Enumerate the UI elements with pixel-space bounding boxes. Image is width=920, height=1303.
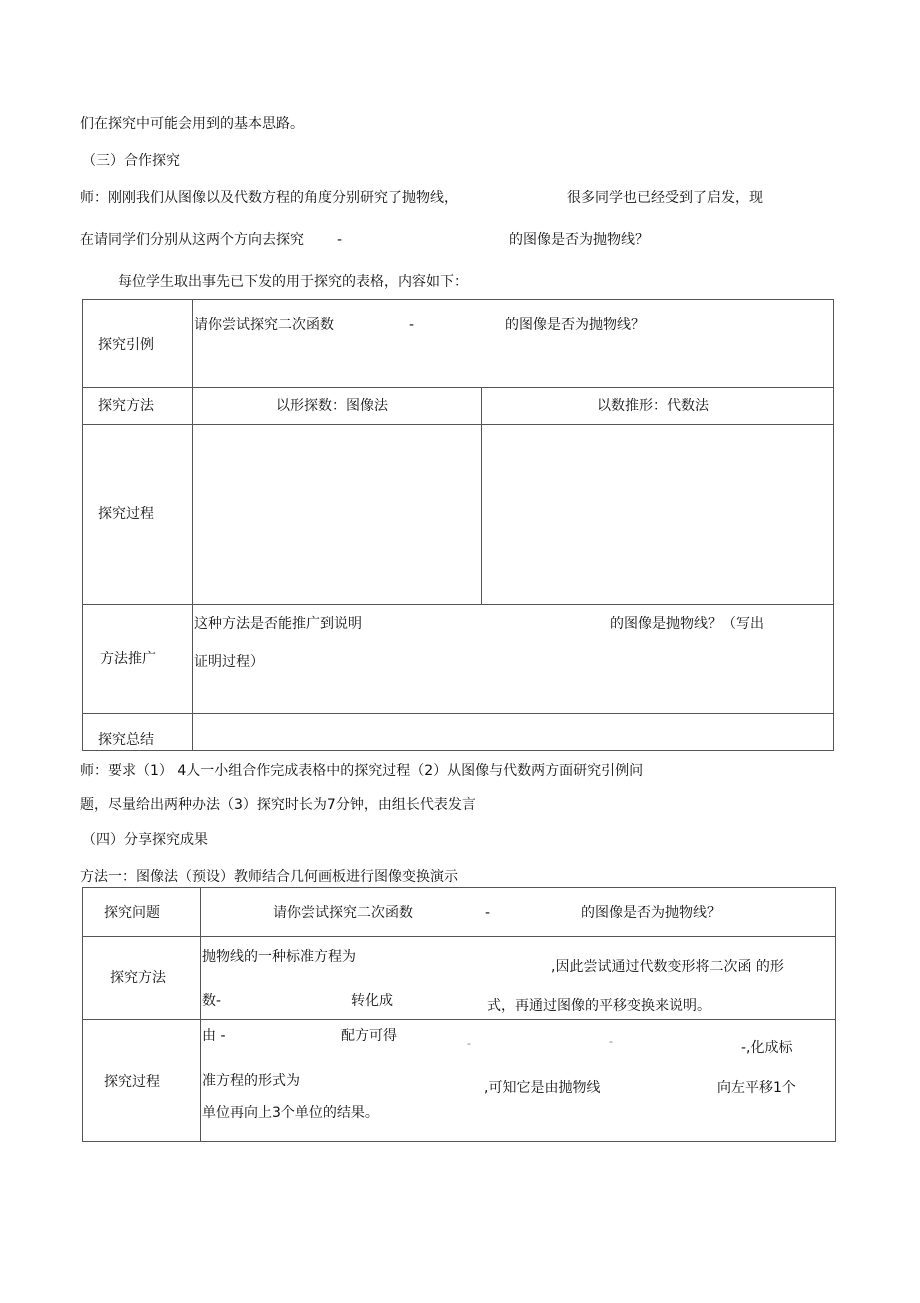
row-label: 探究问题 xyxy=(104,905,160,921)
formula-dash: - xyxy=(337,232,343,248)
cell-text: 单位再向上3个单位的结果。 xyxy=(202,1105,379,1121)
cell-text: -,化成标 xyxy=(741,1040,793,1056)
cell-text: 准方程的形式为 xyxy=(202,1073,300,1089)
cell-text: 数- xyxy=(202,993,222,1009)
table-divider xyxy=(82,713,834,714)
section-heading: （三）合作探究 xyxy=(82,153,180,169)
cell-text: 向左平移1个 xyxy=(717,1080,796,1096)
column-header: 以形探数：图像法 xyxy=(276,398,388,414)
table-divider xyxy=(200,887,201,1142)
row-label: 探究引例 xyxy=(98,337,154,353)
cell-text: 的图像是抛物线？（写出 xyxy=(610,616,764,632)
cell-text: 的图像是否为抛物线？ xyxy=(505,317,645,333)
row-label: 方法推广 xyxy=(100,651,156,667)
method-table xyxy=(82,887,836,1142)
cell-text: 配方可得 xyxy=(341,1028,397,1044)
exploration-table xyxy=(82,299,834,751)
cell-text: 请你尝试探究二次函数 xyxy=(194,317,334,333)
cell-text: 请你尝试探究二次函数 xyxy=(273,905,413,921)
intro-line: 每位学生取出事先已下发的用于探究的表格，内容如下： xyxy=(118,274,468,290)
cell-text: 抛物线的一种标准方程为 xyxy=(202,949,356,965)
intro-line: 在请同学们分别从这两个方向去探究 xyxy=(80,232,304,248)
cell-text: 的图像是否为抛物线？ xyxy=(581,905,721,921)
table-divider xyxy=(82,936,836,937)
teacher-line: 题，尽量给出两种办法（3）探究时长为7分钟，由组长代表发言 xyxy=(80,797,476,813)
teacher-line: 师：刚刚我们从图像以及代数方程的角度分别研究了抛物线， xyxy=(80,190,458,206)
teacher-line-cont: 很多同学也已经受到了启发，现 xyxy=(567,190,763,206)
formula-dash: - xyxy=(485,905,491,921)
table-divider xyxy=(82,1019,836,1020)
teacher-line: 师：要求（1） 4人一小组合作完成表格中的探究过程（2）从图像与代数两方面研究引例问 xyxy=(80,763,644,779)
intro-line: 们在探究中可能会用到的基本思路。 xyxy=(80,116,304,132)
table-divider xyxy=(192,299,193,751)
section-heading: （四）分享探究成果 xyxy=(82,832,208,848)
intro-line-cont: 的图像是否为抛物线？ xyxy=(509,232,649,248)
table-divider xyxy=(481,387,482,604)
table-divider xyxy=(82,424,834,425)
row-label: 探究过程 xyxy=(98,506,154,522)
row-label: 探究过程 xyxy=(104,1074,160,1090)
cell-text: 证明过程） xyxy=(194,654,264,670)
row-label: 探究方法 xyxy=(98,398,154,414)
row-label: 探究总结 xyxy=(98,732,154,748)
cell-text: 由 - xyxy=(202,1028,226,1044)
formula-dash: - xyxy=(609,1035,613,1048)
cell-text: 转化成 xyxy=(351,993,393,1009)
table-divider xyxy=(82,387,834,388)
cell-text: 式，再通过图像的平移变换来说明。 xyxy=(487,998,711,1014)
row-label: 探究方法 xyxy=(110,970,166,986)
table-divider xyxy=(82,604,834,605)
formula-dash: - xyxy=(467,1037,471,1050)
cell-text: ,可知它是由抛物线 xyxy=(484,1080,601,1096)
column-header: 以数推形：代数法 xyxy=(597,398,709,414)
method-heading: 方法一：图像法（预设）教师结合几何画板进行图像变换演示 xyxy=(80,869,458,885)
cell-text: 这种方法是否能推广到说明 xyxy=(194,616,362,632)
formula-dash: - xyxy=(409,317,415,333)
cell-text: ,因此尝试通过代数变形将二次函 的形 xyxy=(551,959,784,975)
